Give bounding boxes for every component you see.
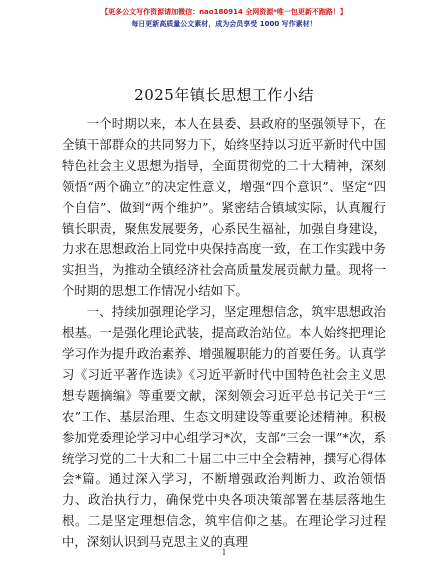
document-title: 2025年镇长思想工作小结 bbox=[134, 86, 314, 104]
promo-banner bbox=[0, 6, 448, 30]
promo-banner-line-1: 【更多公文写作资源请加微信：nao180914 全网资源*唯一包更新不跑路！】 bbox=[101, 8, 347, 16]
paragraph-section-1: 一、持续加强理论学习，坚定理想信念，筑牢思想政治根基。一是强化理论武装，提高政治站位。本人始终把理论学习作为提升政治素养、增强履职能力的首要任务。认真学习《习近平著作选读》《习近平新时代中国特色社会主义思想专题摘编》等重要文献，深刻领会习近平总书记关于“三农”工作、基层治理、生态文明建设等重要论述精神。积极参加党委理论学习中心组学习*次，支部“三会一课”*次，系统学习党的二十大和二十届二中三中全会精神，撰写心得体会*篇。通过深入学习，不断增强政治判断力、政治领悟力、政治执行力，确保党中央各项决策部署在基层落地生根。二是坚定理想信念，筑牢信仰之基。在理论学习过程中，深刻认识到马克思主义的真理 bbox=[62, 304, 386, 550]
page-number: 1 bbox=[221, 548, 227, 557]
paragraph-intro: 一个时期以来，本人在县委、县政府的坚强领导下，在全镇干部群众的共同努力下，始终坚持以习近平新时代中国特色社会主义思想为指导，全面贯彻党的二十大精神，深刻领悟“两个确立”的决定性意义，增强“四个意识”、坚定“四个自信”、做到“两个维护”。紧密结合镇域实际，认真履行镇长职责，聚焦发展要务，心系民生福祉，加强自身建设，力求在思想政治上同党中央保持高度一致，在工作实践中务实担当，为推动全镇经济社会高质量发展贡献力量。现将一个时期的思想工作情况小结如下。 bbox=[62, 116, 386, 299]
document-body bbox=[62, 114, 386, 553]
promo-banner-line-2: 每日更新高质量公文素材，成为会员享受 1000 写作素材！ bbox=[131, 20, 317, 28]
